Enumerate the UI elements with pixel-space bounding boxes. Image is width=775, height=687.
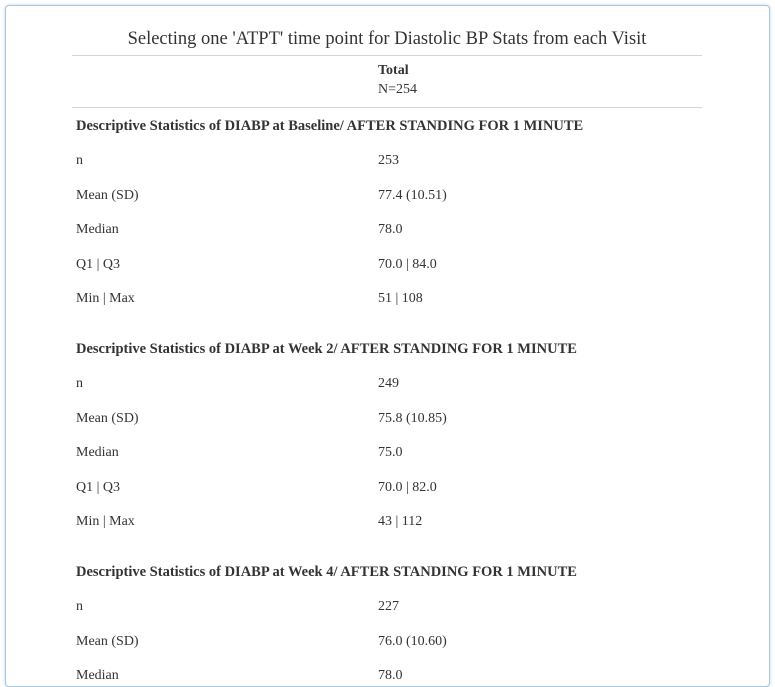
section-title: Descriptive Statistics of DIABP at Week 4/ AFTER STANDING FOR 1 MINUTE — [76, 563, 577, 580]
table-row — [72, 248, 702, 283]
row-label: n — [76, 598, 83, 614]
row-value: 51 | 108 — [378, 291, 423, 307]
stats-table — [72, 6, 702, 687]
table-row — [72, 367, 702, 402]
stats-section-week2 — [72, 331, 702, 540]
row-value: 75.0 — [378, 445, 403, 461]
table-title: Selecting one 'ATPT' time point for Diastolic BP Stats from each Visit — [72, 6, 702, 56]
report-panel — [5, 5, 770, 687]
row-value: 70.0 | 84.0 — [378, 256, 437, 272]
table-row — [72, 625, 702, 660]
row-value: 75.8 (10.85) — [378, 410, 447, 426]
row-label: Median — [76, 445, 119, 461]
row-value: 76.0 (10.60) — [378, 633, 447, 649]
row-value: 227 — [378, 598, 399, 614]
row-label: n — [76, 375, 83, 391]
row-label: Mean (SD) — [76, 187, 139, 203]
table-row — [72, 282, 702, 317]
column-header — [72, 56, 702, 108]
row-label: Q1 | Q3 — [76, 479, 121, 495]
row-label: Mean (SD) — [76, 633, 139, 649]
column-count: N=254 — [378, 82, 418, 97]
table-row — [72, 213, 702, 248]
stats-section-week4 — [72, 554, 702, 687]
row-value: 70.0 | 82.0 — [378, 479, 437, 495]
table-row — [72, 590, 702, 625]
row-value: 43 | 112 — [378, 514, 423, 530]
row-label: Mean (SD) — [76, 410, 139, 426]
row-value: 78.0 — [378, 222, 403, 238]
section-title: Descriptive Statistics of DIABP at Week 2/ AFTER STANDING FOR 1 MINUTE — [76, 340, 577, 357]
section-title: Descriptive Statistics of DIABP at Baseline/ AFTER STANDING FOR 1 MINUTE — [76, 118, 584, 134]
table-row — [72, 659, 702, 687]
row-value: 253 — [378, 153, 399, 168]
row-label: Min | Max — [76, 291, 135, 307]
row-label: n — [76, 153, 83, 168]
table-row — [72, 505, 702, 540]
row-label: Q1 | Q3 — [76, 256, 121, 272]
row-label: Median — [76, 222, 119, 238]
table-row — [72, 179, 702, 214]
row-value: 249 — [378, 375, 399, 391]
table-row — [72, 436, 702, 471]
row-value: 78.0 — [378, 668, 403, 684]
table-row — [72, 144, 702, 179]
column-name: Total — [378, 63, 409, 78]
stats-section-baseline — [72, 108, 702, 317]
row-label: Min | Max — [76, 514, 135, 530]
row-value: 77.4 (10.51) — [378, 187, 447, 203]
row-label: Median — [76, 668, 119, 684]
table-row — [72, 471, 702, 506]
table-row — [72, 402, 702, 437]
